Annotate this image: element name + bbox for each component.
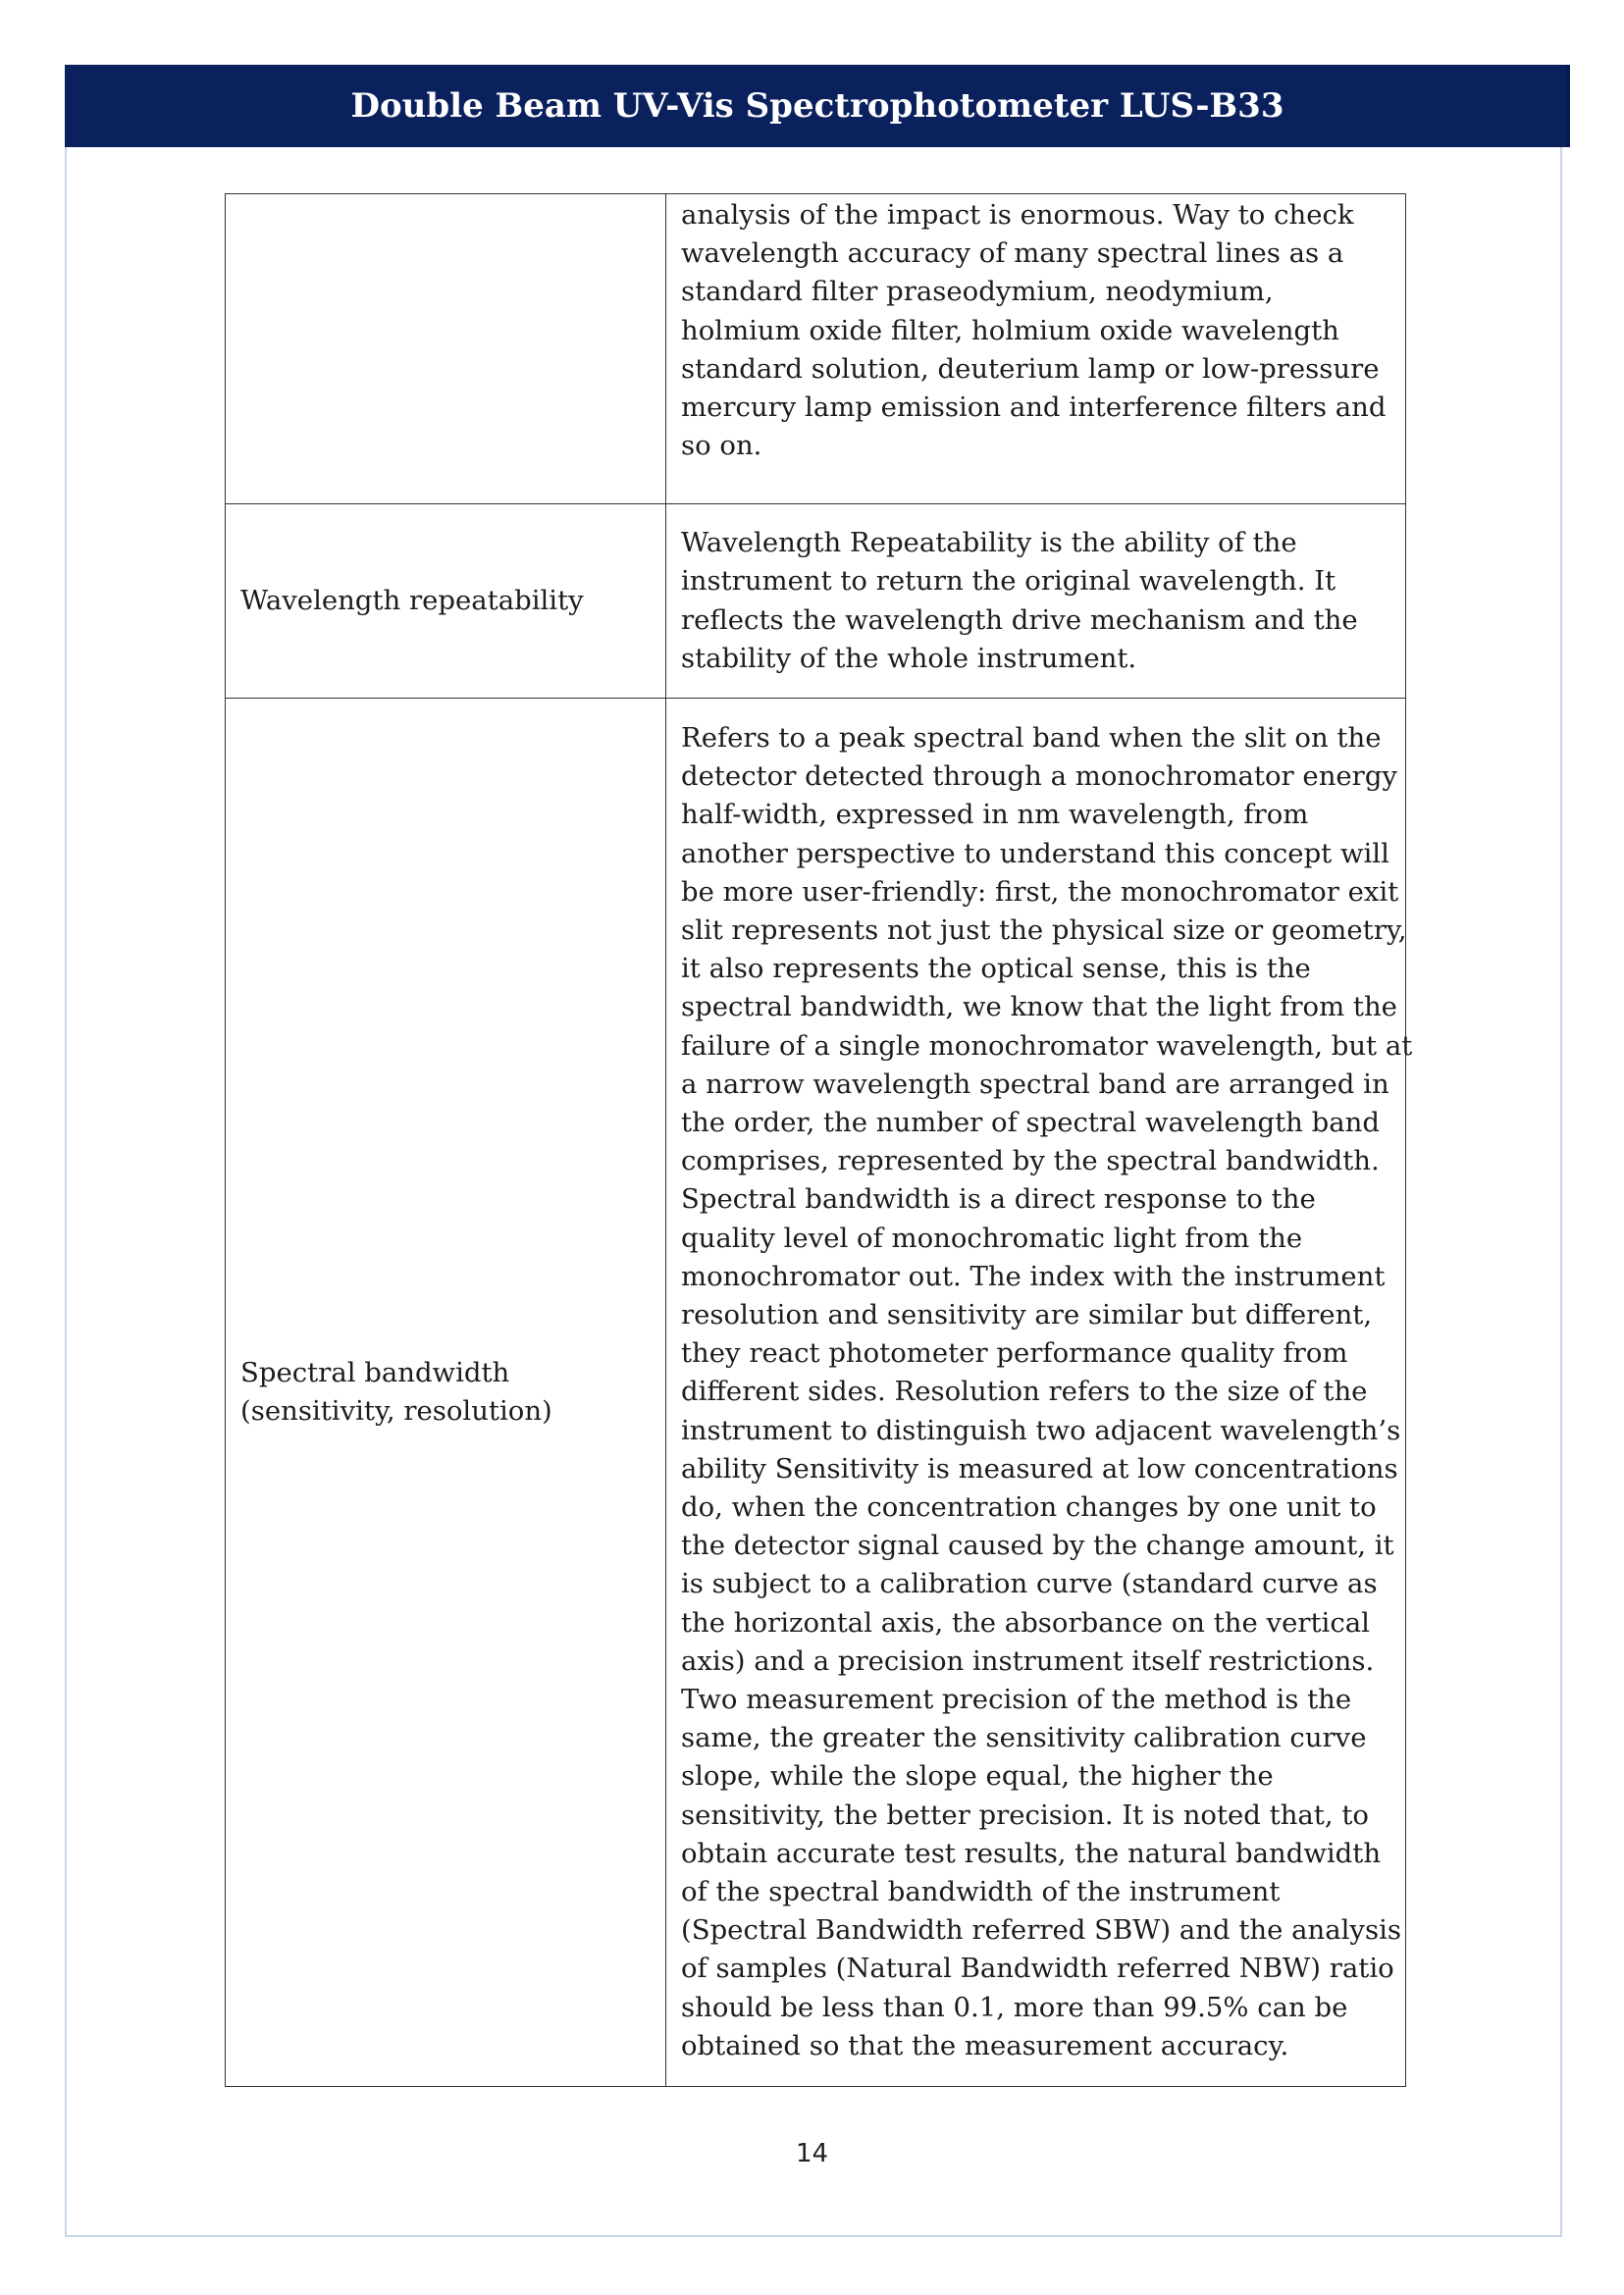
description-line: holmium oxide filter, holmium oxide wavelength [681,314,1339,346]
description-line: be more user-friendly: first, the monochromator exit [681,875,1399,908]
description-line: so on. [681,430,762,462]
parameter-description-cell [666,699,1413,2087]
parameter-description-cell [666,504,1406,699]
description-line: failure of a single monochromator wavelength, but at [681,1029,1413,1062]
description-line: a narrow wavelength spectral band are arranged in [681,1068,1389,1100]
description-line: analysis of the impact is enormous. Way to check [681,199,1354,231]
description-line: monochromator out. The index with the instrument [681,1260,1386,1292]
description-line: do, when the concentration changes by one unit to [681,1491,1377,1523]
description-line: axis) and a precision instrument itself restrictions. [681,1644,1375,1677]
page-number: 14 [795,2139,829,2168]
parameter-label: Wavelength repeatability [240,584,584,616]
description-line: same, the greater the sensitivity calibration curve [681,1722,1367,1754]
description-line: resolution and sensitivity are similar but different, [681,1298,1373,1330]
description-line: obtain accurate test results, the natural bandwidth [681,1837,1382,1869]
description-line: is subject to a calibration curve (standard curve as [681,1568,1378,1600]
description-line: mercury lamp emission and interference filters and [681,391,1387,424]
description-line: sensitivity, the better precision. It is noted that, to [681,1799,1369,1831]
description-line: slit represents not just the physical size or geometry, [681,913,1407,946]
description-line: standard solution, deuterium lamp or low-pressure [681,352,1380,385]
description-line: stability of the whole instrument. [681,642,1137,674]
description-line: standard filter praseodymium, neodymium, [681,276,1274,308]
description-line: quality level of monochromatic light from the [681,1222,1303,1254]
description-line: another perspective to understand this concept will [681,837,1389,869]
parameter-label-cell [226,194,666,504]
description-line: the horizontal axis, the absorbance on the vertical [681,1606,1370,1639]
description-line: instrument to return the original wavelength. It [681,565,1336,598]
document-title: Double Beam UV-Vis Spectrophotometer LUS-B33 [350,86,1284,126]
description-line: half-width, expressed in nm wavelength, from [681,799,1309,831]
description-line: they react photometer performance quality from [681,1337,1348,1370]
description-line: comprises, represented by the spectral bandwidth. [681,1145,1380,1177]
description-line: reflects the wavelength drive mechanism and the [681,603,1358,636]
description-line: Spectral bandwidth is a direct response to the [681,1183,1316,1216]
parameter-label-cell [226,699,666,2087]
description-line: obtained so that the measurement accuracy. [681,2029,1289,2061]
description-line: instrument to distinguish two adjacent wavelength’s [681,1414,1401,1446]
description-line: Refers to a peak spectral band when the slit on the [681,721,1382,754]
description-line: of the spectral bandwidth of the instrument [681,1876,1281,1908]
description-line: wavelength accuracy of many spectral lines as a [681,237,1344,270]
description-line: the detector signal caused by the change amount, it [681,1530,1394,1562]
description-line: detector detected through a monochromator energy [681,760,1397,793]
table-row [226,699,1406,2087]
document-header [65,65,1570,147]
parameter-label: (sensitivity, resolution) [240,1395,552,1427]
table-row [226,194,1406,504]
parameter-description-cell [666,194,1406,504]
description-line: Wavelength Repeatability is the ability of the [681,527,1297,559]
description-line: the order, the number of spectral wavelength band [681,1106,1380,1138]
description-line: of samples (Natural Bandwidth referred NBW) ratio [681,1953,1394,1985]
parameter-label: Spectral bandwidth [240,1356,510,1388]
description-line: slope, while the slope equal, the higher the [681,1760,1274,1793]
description-line: different sides. Resolution refers to the size of the [681,1376,1368,1408]
specification-table [225,193,1413,2087]
description-line: it also represents the optical sense, this is the [681,953,1311,985]
description-line: ability Sensitivity is measured at low concentrations [681,1452,1398,1485]
parameter-label-cell [226,504,666,699]
description-line: Two measurement precision of the method is the [681,1684,1352,1716]
description-line: spectral bandwidth, we know that the light from the [681,991,1397,1023]
description-line: should be less than 0.1, more than 99.5% can be [681,1991,1348,2023]
description-line: (Spectral Bandwidth referred SBW) and the analysis [681,1914,1401,1947]
table-row [226,504,1406,699]
